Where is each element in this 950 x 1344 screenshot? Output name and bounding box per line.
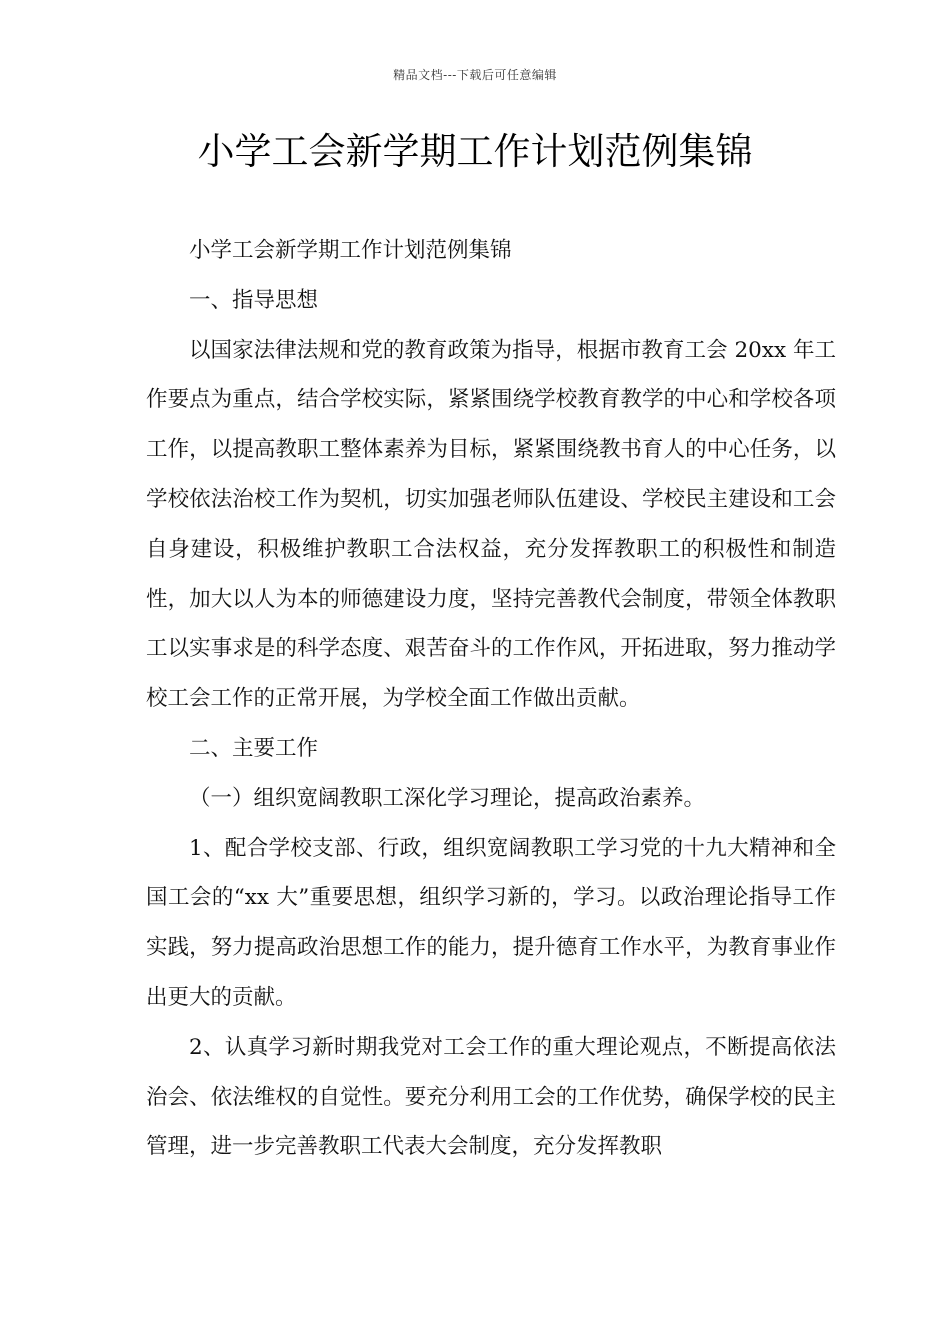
section-heading-guiding-ideology: 一、指导思想	[189, 287, 319, 313]
section-heading-main-work: 二、主要工作	[189, 735, 319, 761]
paragraph-subtitle: 小学工会新学期工作计划范例集锦	[189, 238, 512, 263]
paragraph-guiding-ideology: 以国家法律法规和党的教育政策为指导，根据市教育工会 20xx 年工作要点为重点，结合学校实际，紧紧围绕学校教育教学的中心和学校各项工作，以提高教职工整体素养为目标，紧紧围绕教书育人的中心任务，以学校依法治校工作为契机，切实加强老师队伍建设、学校民主建设和工会自身建设，积极维护教职工合法权益，充分发挥教职工的积极性和制造性，加大以人为本的师德建设力度，坚持完善教代会制度，带领全体教职工以实事求是的科学态度、艰苦奋斗的工作作风，开拓进取，努力推动学校工会工作的正常开展，为学校全面工作做出贡献。	[146, 337, 836, 712]
paragraph-item-2: 2、认真学习新时期我党对工会工作的重大理论观点，不断提高依法治会、依法维权的自觉性。要充分利用工会的工作优势，确保学校的民主管理，进一步完善教职工代表大会制度，充分发挥教职	[146, 1034, 836, 1160]
document-title: 小学工会新学期工作计划范例集锦	[197, 130, 753, 173]
paragraph-item-1: 1、配合学校支部、行政，组织宽阔教职工学习党的十九大精神和全国工会的“xx 大”重要思想，组织学习新的，学习。以政治理论指导工作实践，努力提高政治思想工作的能力，提升德育工作水平，为教育事业作出更大的贡献。	[146, 835, 836, 1010]
subsection-heading-1: （一）组织宽阔教职工深化学习理论，提高政治素养。	[189, 785, 706, 811]
document-body	[146, 226, 836, 1172]
header-note: 精品文档---下载后可任意编辑	[393, 68, 557, 82]
